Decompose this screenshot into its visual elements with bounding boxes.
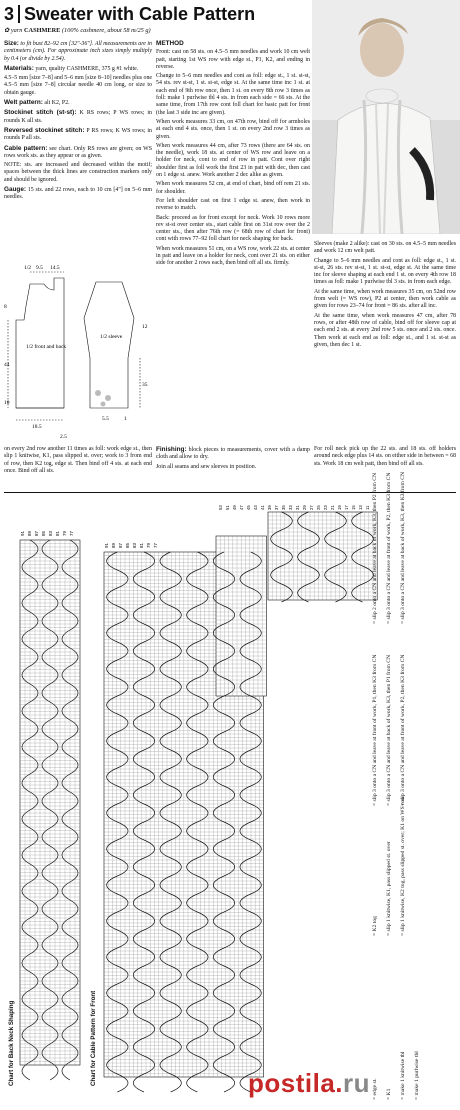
pattern-number: 3 xyxy=(4,4,15,24)
front-top-row-number: 11 xyxy=(365,505,370,510)
front-top-row-number: 15 xyxy=(351,505,356,510)
finishing-text: Finishing: block pieces to measurements, cover with a damp cloth and allow to dry. Join all seams and sew sleeves in position. xyxy=(156,446,310,470)
back-row-number: 77 xyxy=(69,530,74,536)
front-top-row-number: 43 xyxy=(253,505,258,510)
front-top-row-number: 19 xyxy=(337,505,342,510)
legend-item: = make 1 purlwise tbl xyxy=(414,1051,420,1100)
legend-item: = slip 3 onto a CN and leave at back of work, K3, then P1 from CN xyxy=(386,654,392,806)
schem-left-3: 10 xyxy=(4,400,10,406)
front-row-number: 85 xyxy=(125,542,130,548)
front-row-number: 87 xyxy=(118,542,123,548)
model-photo xyxy=(312,0,460,234)
legend-item: = slip 3 onto a CN and leave at front of work, P2, then K3 from CN xyxy=(400,654,406,806)
legend-item: = K1 xyxy=(386,1088,392,1100)
schem-bottom-2: 2.5 xyxy=(60,434,67,440)
back-row-number: 81 xyxy=(55,530,60,536)
schem-top-1: 1/2 xyxy=(24,265,32,271)
front-top-row-number: 13 xyxy=(358,505,363,510)
back-chart-title: Chart for Back Neck Shaping xyxy=(8,1000,15,1086)
flower-motif-icon xyxy=(95,390,111,407)
schem-left-1: 8 xyxy=(4,304,7,310)
front-top-row-number: 21 xyxy=(330,505,335,510)
front-chart-title: Chart for Cable Pattern for Front xyxy=(90,990,97,1086)
back-row-number: 83 xyxy=(48,530,53,536)
front-top-row-number: 17 xyxy=(344,505,349,510)
legend-item: = K2 tog xyxy=(372,916,378,936)
back-row-number: 89 xyxy=(27,530,32,536)
front-top-row-number: 35 xyxy=(281,505,286,510)
back-row-number: 91 xyxy=(20,530,25,536)
legend-item: = make 1 knitwise tbl xyxy=(400,1051,406,1100)
legend-item: = edge st. xyxy=(372,1078,378,1100)
pattern-title: Sweater with Cable Pattern xyxy=(24,4,256,24)
front-top-row-number: 27 xyxy=(309,505,314,510)
front-row-number: 81 xyxy=(139,542,144,548)
front-top-row-number: 37 xyxy=(274,505,279,510)
back-row-number: 79 xyxy=(62,530,67,536)
legend-item: = slip 1 knitwise, K1, pass slipped st. over xyxy=(386,841,392,936)
charts-area xyxy=(0,472,460,1105)
sweater-schematic xyxy=(4,258,152,444)
front-top-row-number: 29 xyxy=(302,505,307,510)
front-cable-chart-grid xyxy=(104,505,377,1092)
front-top-row-number: 39 xyxy=(267,505,272,510)
schem-sleeve-label: 1/2 sleeve xyxy=(100,334,123,340)
roll-neck-text: For roll neck pick up the 22 sts. and 18 sts. off holders around neck edge plus 14 sts. on either side in between = 68 sts. Work 18 cm welt patt, then bind off all sts. xyxy=(314,446,456,467)
front-row-number: 89 xyxy=(111,542,116,548)
schem-bottom-3: 5.5 xyxy=(102,416,109,422)
front-row-number: 79 xyxy=(146,542,151,548)
yarn-line: ✿ yarn CASHMERE (100% cashmere, about 58 m/25 g) xyxy=(4,27,151,34)
front-top-row-number: 47 xyxy=(239,505,244,510)
schem-top-3: 14.5 xyxy=(50,265,60,271)
schem-right-1: 12 xyxy=(142,324,148,330)
front-row-number: 83 xyxy=(132,542,137,548)
method-column: METHOD Front: cast on 58 sts. on 4.5–5 mm needles and work 10 cm welt patt, starting 1st WS row with edge st., P1, K2, and ending in reverse. Change to 5–6 mm needles and cont as foll: edge st., 1 st. st-st, 54 sts. rev st-st, 1 st. st-st, edge st. At the same time inc 1 st. at each end of 9th row once, then 1 st. on every 8th row 3 times as foll: make 1 purlwise tbl 4 sts. in from each side = 66 sts. At the same time, from 17th row cont foll chart for basic patt for front (the last 3 side inc are given). When work measures 33 cm, on 47th row, bind off for armholes at each end 4 sts. once, then 1 st. on every 2nd row 3 times as given. When work measures 44 cm, after 73 rows (there are 64 sts. on the needle), work 18 sts. at center of WS row and leave on a holder for neck, cont to end of row in patt. Cont over right shoulder first as foll work the first 23 in patt with dec, then cast on 1 edge st. anew. Work another 2 dec alike as given. When work measures 52 cm, at end of chart, bind off rem 21 sts. for shoulder. For left shoulder cast on first 1 edge st. anew, then work in reverse to match. Back: proceed as for front except for neck. Work 10 rows more rev st-st over center sts., start cable first on 31st row over the 2 center sts., then after 76th row (= 68th row of chart for front) cont with rows 77–92 foll chart for neck shaping for back. When work measures 51 cm, on a WS row, work 22 sts. at center in patt and leave on a holder for neck, cont over 21 sts. on either side for another 2 rows each, then bind off all sts. firmly. xyxy=(156,40,310,267)
front-row-number: 77 xyxy=(153,542,158,548)
back-neck-chart-grid xyxy=(20,530,80,1080)
model-illustration xyxy=(312,0,460,234)
front-top-row-number: 49 xyxy=(232,505,237,510)
watermark: postila.ru xyxy=(248,1068,371,1098)
sleeve-cap-text: on every 2nd row another 11 times as foll: work edge st., then slip 1 knitwise, K1, pass slipped st. over; work to 3 from end of row, then K2 tog, edge st. Then bind off 4 sts. at each end once. Bind off all sts. xyxy=(4,446,152,474)
legend-item: = slip 3 onto a CN and leave at back of work, K3, then K3 from CN xyxy=(400,472,406,624)
schem-front-label: 1/2 front and back xyxy=(26,344,67,350)
specs-column: Size: to fit bust 82–92 cm [32"-36"]. All measurements are in centimeters (cm). For approximate inch sizes simply multiply by 0.4 (or divide by 2.54). Materials: yarn, quality CASHMERE, 375 g #1 white. 4.5–5 mm [size 7–8] and 5–6 mm [size 8–10] needles plus one 4.5–5 mm [size 7–8] circular needle 40 cm long, or size to obtain gauge. Welt pattern: alt K2, P2. Stockinet stitch (st-st): K RS rows; P WS rows; in rounds K all sts. Reversed stockinet stitch: P RS rows; K WS rows; in rounds P all sts. Cable pattern: see chart. Only RS rows are given; on WS rows work sts. as they appear or as given. NOTE: sts. are increased and decreased within the motif; spaces between the thick lines are construction markers only and should be ignored. Gauge: 15 sts. and 22 rows, each to 10 cm [4"] on 5–6 mm needles. xyxy=(4,40,152,201)
page-header xyxy=(4,4,304,25)
schem-left-2: 44 xyxy=(4,362,10,368)
legend-item: = slip 1 knitwise, K2 tog, pass slipped st. over; K1 on WS row xyxy=(400,796,406,936)
legend-item: = slip 3 onto a CN and leave at front of work, P1, then K3 from CN xyxy=(372,654,378,806)
schem-top-2: 9.5 xyxy=(36,265,43,271)
legend-item: = slip 3 onto a CN and leave at front of work, P2, then K3 from CN xyxy=(386,472,392,624)
front-top-row-number: 45 xyxy=(246,505,251,510)
yarn-icon: ✿ xyxy=(4,27,10,34)
front-top-row-number: 41 xyxy=(260,505,265,510)
schem-right-2: 35 xyxy=(142,382,148,388)
sleeves-column: Sleeves (make 2 alike): cast on 30 sts. on 4.5–5 mm needles and work 12 cm welt patt. Change to 5–6 mm needles and cont as foll: edge st., 1 st. st-st, 26 sts. rev st-st, 1 st. st-st, edge st. At the same time inc for sleeve shaping at each end 1 st. on every 4th row 18 times as foll: make 1 purlwise tbl 3 sts. in from each edge. At the same time, when work measures 35 cm, on 52nd row from welt (= WS row), P2 at center, then work cable as given for rows 23–74 for front = 86 sts. after all inc. At the same time, when work measures 47 cm, after 78 rows, or after 48th row of cable, bind off for sleeve cap at each end 2 sts. at every 2nd row 5 sts. once and 2 sts. once. Then work at each end as foll: edge st., and 1 st. st-st as given, then dec 1 st. xyxy=(314,241,456,348)
front-top-row-number: 31 xyxy=(295,505,300,510)
back-row-number: 85 xyxy=(41,530,46,536)
front-top-row-number: 51 xyxy=(225,505,230,510)
front-top-row-number: 53 xyxy=(218,505,223,510)
front-top-row-number: 23 xyxy=(323,505,328,510)
front-row-number: 91 xyxy=(104,542,109,548)
back-row-number: 87 xyxy=(34,530,39,536)
legend-item: = slip 2 onto a CN and leave at back of work, K3, then P2 from CN xyxy=(372,472,378,624)
front-top-row-number: 33 xyxy=(288,505,293,510)
schem-bottom-4: 1 xyxy=(124,416,127,422)
front-top-row-number: 25 xyxy=(316,505,321,510)
header-divider xyxy=(18,5,20,23)
schem-bottom-1: 18.5 xyxy=(32,424,42,430)
